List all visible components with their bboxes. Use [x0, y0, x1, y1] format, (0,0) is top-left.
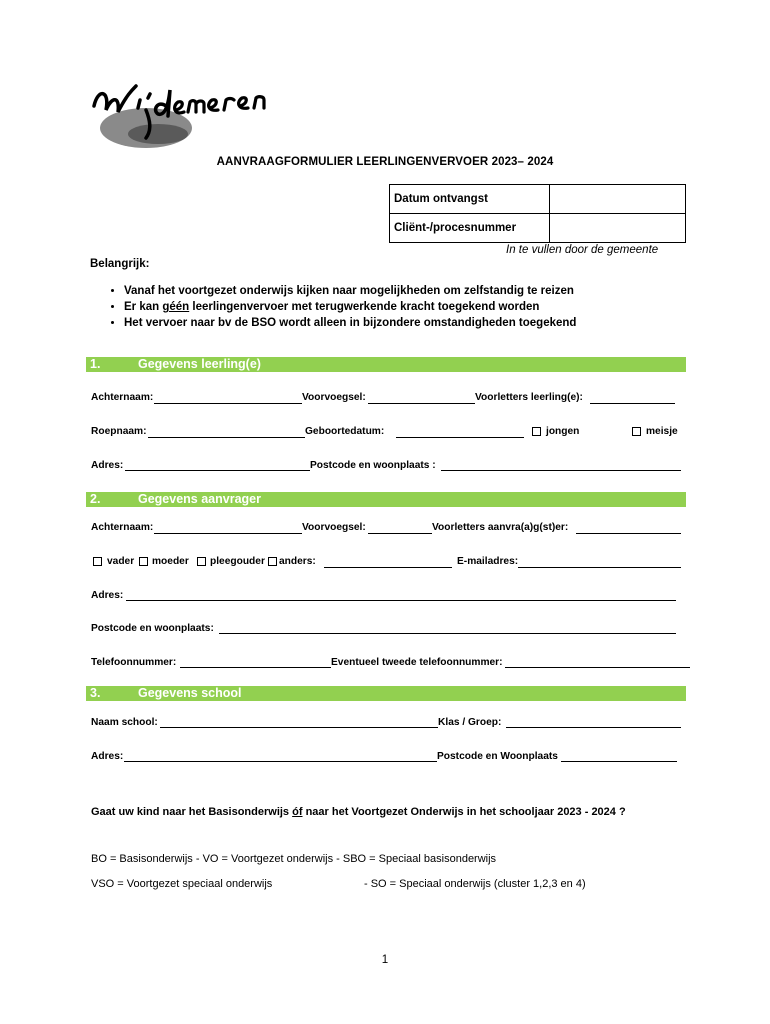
s2-voorvoegsel-field[interactable]	[368, 533, 432, 534]
anders-field[interactable]	[324, 567, 452, 568]
s3-postcode-label: Postcode en Woonplaats	[437, 751, 558, 762]
s1-geboortedatum-label: Geboortedatum:	[305, 426, 385, 437]
pleegouder-label: pleegouder	[210, 556, 265, 567]
s1-geboortedatum-field[interactable]	[396, 437, 524, 438]
datum-ontvangst-field[interactable]	[550, 185, 686, 214]
meisje-label: meisje	[646, 426, 678, 437]
wijdemeren-logo	[88, 80, 298, 152]
s1-roepnaam-field[interactable]	[148, 437, 305, 438]
important-bullet-1: • Vanaf het voortgezet onderwijs kijken naar mogelijkheden om zelfstandig te reizen	[124, 283, 576, 299]
s2-telefoon2-label: Eventueel tweede telefoonnummer:	[331, 657, 503, 668]
vader-checkbox[interactable]	[93, 557, 102, 566]
s1-achternaam-label: Achternaam:	[91, 392, 154, 403]
s2-telefoon-label: Telefoonnummer:	[91, 657, 177, 668]
important-heading: Belangrijk:	[90, 258, 150, 270]
s2-email-field[interactable]	[518, 567, 681, 568]
legend-line-2b: - SO = Speciaal onderwijs (cluster 1,2,3 en 4)	[364, 878, 586, 890]
section-2-number: 2.	[90, 492, 101, 506]
s3-postcode-field[interactable]	[561, 761, 677, 762]
s2-postcode-label: Postcode en woonplaats:	[91, 623, 214, 634]
jongen-checkbox[interactable]	[532, 427, 541, 436]
s1-voorletters-label: Voorletters leerling(e):	[475, 392, 583, 403]
section-1-header	[86, 357, 686, 372]
intake-note: In te vullen door de gemeente	[506, 244, 659, 256]
s2-telefoon2-field[interactable]	[505, 667, 690, 668]
s2-adres-field[interactable]	[126, 600, 676, 601]
important-bullet-2: • Er kan géén leerlingenvervoer met terugwerkende kracht toegekend worden	[124, 299, 576, 315]
legend-line-1: BO = Basisonderwijs - VO = Voortgezet onderwijs - SBO = Speciaal basisonderwijs	[91, 853, 497, 865]
s2-postcode-field[interactable]	[219, 633, 676, 634]
s1-adres-field[interactable]	[125, 470, 310, 471]
pleegouder-checkbox[interactable]	[197, 557, 206, 566]
moeder-label: moeder	[152, 556, 189, 567]
section-2-header	[86, 492, 686, 507]
s1-adres-label: Adres:	[91, 460, 124, 471]
section-2-title: Gegevens aanvrager	[138, 492, 261, 506]
client-nummer-field[interactable]	[550, 214, 686, 243]
s1-voorvoegsel-field[interactable]	[368, 403, 475, 404]
vader-label: vader	[107, 556, 135, 567]
important-bullet-3: • Het vervoer naar bv de BSO wordt alleen in bijzondere omstandigheden toegekend	[124, 315, 576, 331]
s1-voorletters-field[interactable]	[590, 403, 675, 404]
s2-voorletters-field[interactable]	[576, 533, 681, 534]
s1-achternaam-field[interactable]	[154, 403, 302, 404]
s1-postcode-label: Postcode en woonplaats :	[310, 460, 436, 471]
s2-voorletters-label: Voorletters aanvra(a)g(st)er:	[432, 522, 569, 533]
meisje-checkbox[interactable]	[632, 427, 641, 436]
intake-table	[389, 184, 686, 243]
moeder-checkbox[interactable]	[139, 557, 148, 566]
section-1-number: 1.	[90, 357, 101, 371]
s1-roepnaam-label: Roepnaam:	[91, 426, 147, 437]
s2-voorvoegsel-label: Voorvoegsel:	[302, 522, 366, 533]
section-3-title: Gegevens school	[138, 686, 242, 700]
legend-line-2a: VSO = Voortgezet speciaal onderwijs	[91, 878, 273, 890]
datum-ontvangst-label: Datum ontvangst	[390, 185, 550, 214]
page-number: 1	[381, 954, 389, 966]
s2-telefoon-field[interactable]	[180, 667, 331, 668]
s1-voorvoegsel-label: Voorvoegsel:	[302, 392, 366, 403]
section-3-number: 3.	[90, 686, 101, 700]
jongen-label: jongen	[546, 426, 580, 437]
s3-klas-label: Klas / Groep:	[438, 717, 502, 728]
section-1-title: Gegevens leerling(e)	[138, 357, 261, 371]
s2-achternaam-field[interactable]	[154, 533, 302, 534]
important-list	[90, 283, 576, 331]
client-nummer-label: Cliënt-/procesnummer	[390, 214, 550, 243]
s3-adres-field[interactable]	[124, 761, 437, 762]
s2-adres-label: Adres:	[91, 590, 124, 601]
s2-email-label: E-mailadres:	[457, 556, 519, 567]
s3-naam-school-label: Naam school:	[91, 717, 158, 728]
anders-checkbox[interactable]	[268, 557, 277, 566]
s3-klas-field[interactable]	[506, 727, 681, 728]
s2-achternaam-label: Achternaam:	[91, 522, 154, 533]
s3-adres-label: Adres:	[91, 751, 124, 762]
s3-naam-school-field[interactable]	[160, 727, 438, 728]
section-3-header	[86, 686, 686, 701]
form-title: AANVRAAGFORMULIER LEERLINGENVERVOER 2023– 2024	[216, 156, 554, 168]
s1-postcode-field[interactable]	[441, 470, 681, 471]
anders-label: anders:	[279, 556, 316, 567]
school-type-question: Gaat uw kind naar het Basisonderwijs óf naar het Voortgezet Onderwijs in het schooljaar 2023 - 2024 ?	[91, 806, 626, 818]
